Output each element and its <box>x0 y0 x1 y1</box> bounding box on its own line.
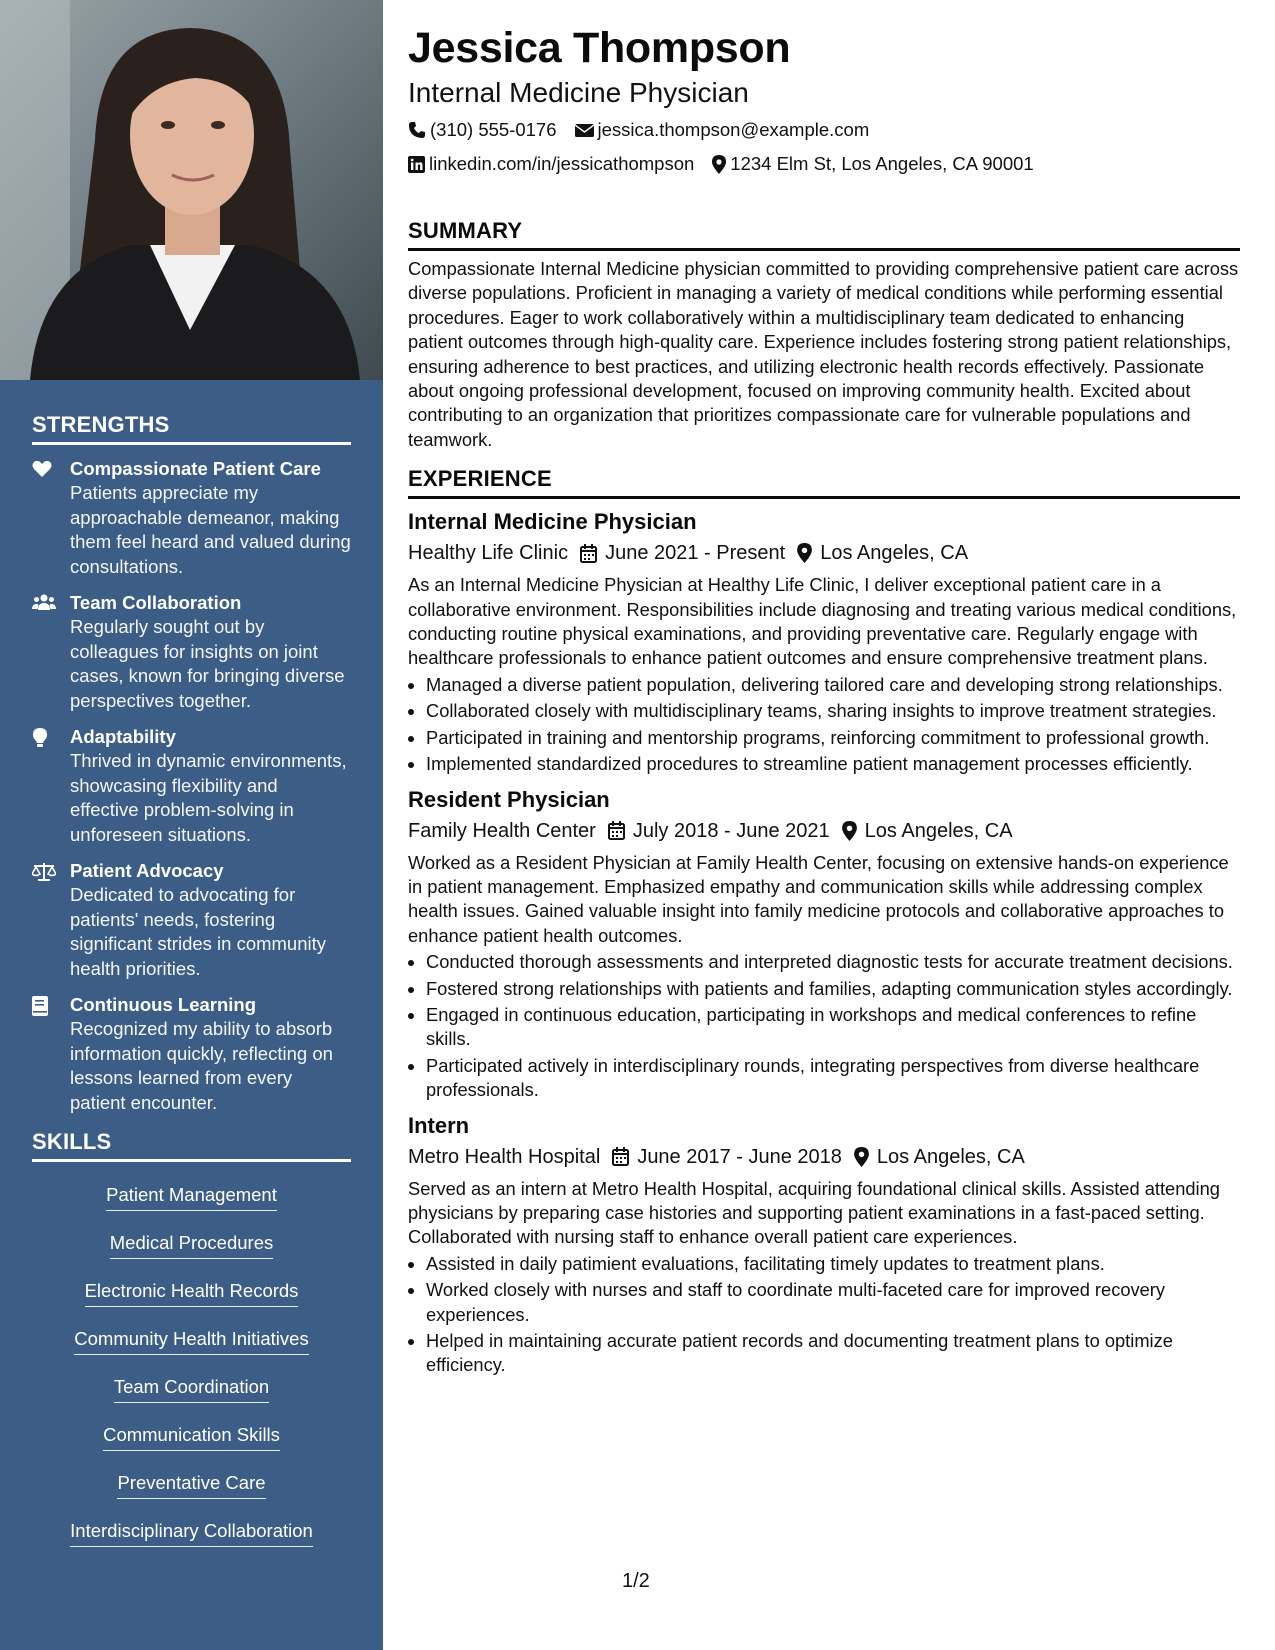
calendar-icon <box>608 821 625 840</box>
scale-icon <box>32 859 70 981</box>
users-icon <box>32 591 70 713</box>
location-pin-icon <box>712 155 726 174</box>
job-bullet: • Collaborated closely with multidisciplinary teams, sharing insights to improve treatment strategies. <box>426 699 1240 723</box>
job-meta <box>408 539 1240 567</box>
strength-description: Dedicated to advocating for patients' needs, fostering significant strides in community health priorities. <box>70 884 327 979</box>
summary-heading: SUMMARY <box>408 218 1240 251</box>
strength-title: Continuous Learning <box>70 994 257 1015</box>
strength-item <box>32 725 351 847</box>
strength-title: Compassionate Patient Care <box>70 458 321 479</box>
summary-text: Compassionate Internal Medicine physician committed to providing comprehensive patient care across diverse populations. Proficient in managing a variety of medical conditions while performing essential procedures. Eager to work collaboratively within a multidisciplinary team dedicated to enhancing patient outcomes through high-quality care. Experience includes fostering strong patient relationships, ensuring adherence to best practices, and utilizing electronic health records effectively. Passionate about ongoing professional development, focused on improving community health. Excited about contributing to an organization that prioritizes compassionate care for vulnerable populations and teamwork. <box>408 258 1239 450</box>
email-contact[interactable] <box>575 118 870 142</box>
strength-item <box>32 457 351 579</box>
postal-address: 1234 Elm St, Los Angeles, CA 90001 <box>730 153 1034 174</box>
main-content <box>408 22 1240 1380</box>
skill-item: Interdisciplinary Collaboration <box>70 1520 313 1547</box>
strength-item <box>32 591 351 713</box>
skill-item: Patient Management <box>106 1184 277 1211</box>
sidebar <box>0 0 383 1650</box>
job-bullets <box>408 950 1240 1102</box>
strength-title: Team Collaboration <box>70 592 242 613</box>
skill-item: Team Coordination <box>114 1376 269 1403</box>
experience-heading: EXPERIENCE <box>408 466 1240 499</box>
strength-description: Thrived in dynamic environments, showcasing flexibility and effective problem-solving in unforeseen situations. <box>70 750 347 845</box>
job-entry <box>408 507 1240 776</box>
job-dates: July 2018 - June 2021 <box>632 819 830 842</box>
job-meta <box>408 1143 1240 1171</box>
job-entry <box>408 1111 1240 1378</box>
job-dates: June 2021 - Present <box>605 542 786 565</box>
strength-description: Recognized my ability to absorb information quickly, reflecting on lessons learned from every patient encounter. <box>70 1018 333 1113</box>
job-bullet: • Fostered strong relationships with patients and families, adapting communication styles accordingly. <box>426 977 1240 1001</box>
page-number: 1/2 <box>622 1570 650 1592</box>
envelope-icon <box>575 123 594 138</box>
strength-item <box>32 993 351 1115</box>
job-bullets <box>408 1252 1240 1378</box>
location-pin-icon <box>854 1147 869 1167</box>
job-title: Intern <box>408 1112 470 1138</box>
company-name: Metro Health Hospital <box>408 1145 601 1168</box>
profile-photo-image <box>0 0 383 380</box>
calendar-icon <box>580 544 597 563</box>
job-location: Los Angeles, CA <box>820 542 969 565</box>
linkedin-icon <box>408 156 425 173</box>
lightbulb-icon <box>32 725 70 847</box>
job-description: Served as an intern at Metro Health Hospital, acquiring foundational clinical skills. Assisted attending physicians by preparing case histories and supporting patient examinations in a fast-paced setting. Collaborated with nursing staff to enhance overall patient care experiences. <box>408 1177 1220 1248</box>
job-meta <box>408 817 1240 845</box>
calendar-icon <box>612 1147 629 1166</box>
job-dates: June 2017 - June 2018 <box>637 1145 842 1168</box>
company-name: Family Health Center <box>408 819 596 842</box>
job-bullets <box>408 673 1240 777</box>
job-bullet: • Participated actively in interdisciplinary rounds, integrating perspectives from diverse healthcare professionals. <box>426 1054 1240 1103</box>
skill-item: Electronic Health Records <box>85 1280 299 1307</box>
job-bullet: • Managed a diverse patient population, delivering tailored care and developing strong relationships. <box>426 673 1240 697</box>
job-description: Worked as a Resident Physician at Family Health Center, focusing on extensive hands-on experience in patient management. Emphasized empathy and communication skills while addressing complex health issues. Gained valuable insight into family medicine protocols and collaborative approaches to enhance patient health outcomes. <box>408 851 1229 946</box>
job-entry <box>408 785 1240 1103</box>
strengths-heading: STRENGTHS <box>32 412 351 445</box>
skills-heading: SKILLS <box>32 1129 351 1162</box>
skill-item: Preventative Care <box>117 1472 265 1499</box>
strength-description: Regularly sought out by colleagues for insights on joint cases, known for bringing diverse perspectives together. <box>70 616 345 711</box>
phone-contact <box>408 118 557 142</box>
linkedin-contact[interactable] <box>408 152 694 176</box>
job-bullet: • Assisted in daily patimient evaluations, facilitating timely updates to treatment plans. <box>426 1252 1240 1276</box>
book-icon <box>32 993 70 1115</box>
job-location: Los Angeles, CA <box>876 1145 1025 1168</box>
contact-row <box>408 118 1240 142</box>
job-bullet: • Participated in training and mentorship programs, reinforcing commitment to professional growth. <box>426 726 1240 750</box>
job-description: As an Internal Medicine Physician at Healthy Life Clinic, I deliver exceptional patient care in a collaborative environment. Responsibilities include diagnosing and treating various medical conditions, conducting routine physical examinations, and providing preventative care. Regularly engage with healthcare professionals to enhance patient outcomes and ensure comprehensive treatment plans. <box>408 574 1237 669</box>
address-contact <box>712 152 1033 176</box>
strength-title: Adaptability <box>70 726 176 747</box>
job-bullet: • Engaged in continuous education, participating in workshops and medical conferences to refine skills. <box>426 1003 1240 1052</box>
job-bullet: • Conducted thorough assessments and interpreted diagnostic tests for accurate treatment decisions. <box>426 950 1240 974</box>
phone-icon <box>408 121 426 139</box>
skill-item: Community Health Initiatives <box>74 1328 308 1355</box>
strength-title: Patient Advocacy <box>70 860 224 881</box>
location-pin-icon <box>842 821 857 841</box>
strength-item <box>32 859 351 981</box>
contact-row-2 <box>408 152 1240 176</box>
job-bullet: • Implemented standardized procedures to streamline patient management processes efficiently. <box>426 752 1240 776</box>
skill-list <box>32 1174 351 1558</box>
job-bullet: • Worked closely with nurses and staff to coordinate multi-faceted care for improved recovery experiences. <box>426 1278 1240 1327</box>
phone-number: (310) 555-0176 <box>430 119 557 140</box>
job-title: Resident Physician <box>408 786 610 812</box>
profile-photo <box>0 0 383 380</box>
company-name: Healthy Life Clinic <box>408 542 569 565</box>
linkedin-url[interactable]: linkedin.com/in/jessicathompson <box>429 153 695 174</box>
location-pin-icon <box>797 543 812 563</box>
person-name: Jessica Thompson <box>408 24 791 72</box>
skill-item: Medical Procedures <box>110 1232 274 1259</box>
strength-description: Patients appreciate my approachable demeanor, making them feel heard and valued during consultations. <box>70 482 351 577</box>
job-title: Internal Medicine Physician <box>408 509 697 535</box>
job-bullet: • Helped in maintaining accurate patient records and documenting treatment plans to optimize efficiency. <box>426 1329 1240 1378</box>
heart-icon <box>32 457 70 579</box>
skill-item: Communication Skills <box>103 1424 280 1451</box>
job-location: Los Angeles, CA <box>864 819 1013 842</box>
job-headline: Internal Medicine Physician <box>408 77 749 108</box>
email-address[interactable]: jessica.thompson@example.com <box>597 119 870 140</box>
